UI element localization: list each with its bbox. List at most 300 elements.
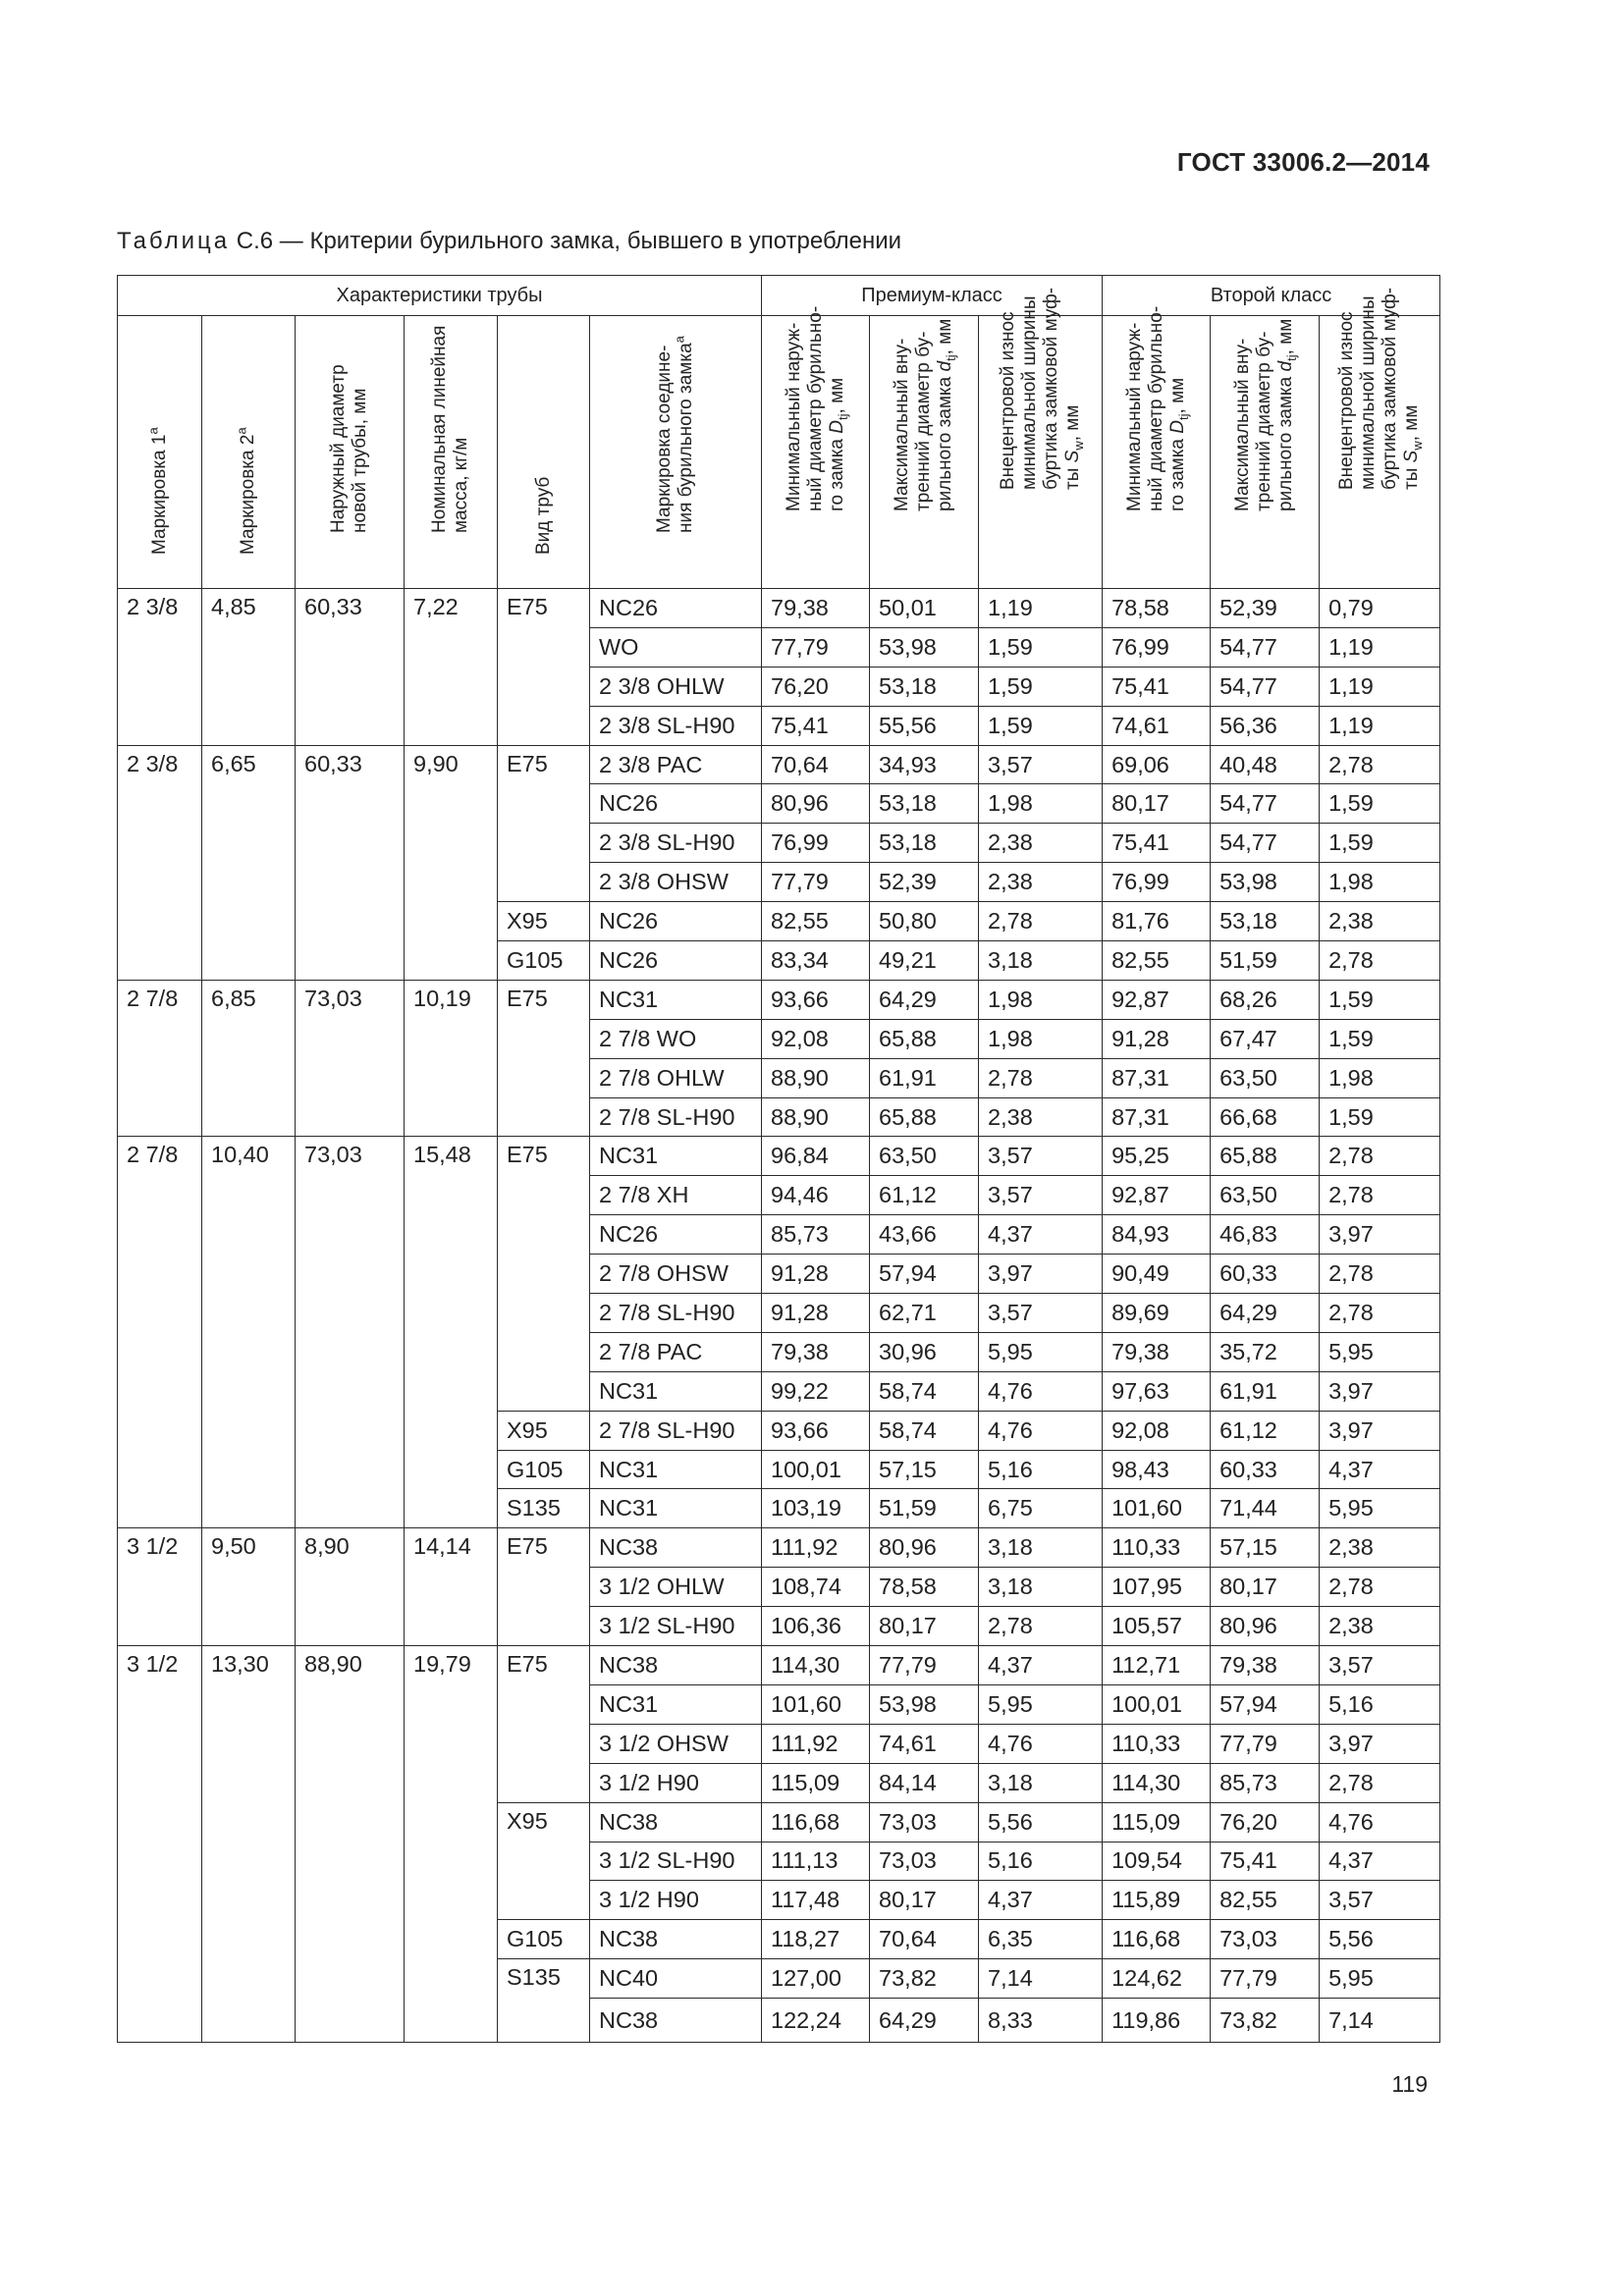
table-cell: 58,74 bbox=[870, 1411, 979, 1450]
table-cell: 1,98 bbox=[979, 980, 1103, 1019]
table-cell: 1,19 bbox=[1320, 627, 1440, 667]
table-cell: 116,68 bbox=[762, 1802, 870, 1842]
table-cell: 60,33 bbox=[1211, 1255, 1320, 1294]
table-cell: 8,90 bbox=[296, 1528, 405, 1646]
table-cell: 111,13 bbox=[762, 1842, 870, 1881]
table-cell: 4,76 bbox=[979, 1411, 1103, 1450]
table-cell: 3,97 bbox=[1320, 1215, 1440, 1255]
table-cell: 75,41 bbox=[762, 706, 870, 745]
table-cell: 100,01 bbox=[762, 1450, 870, 1489]
table-cell: 2 7/8 OHSW bbox=[590, 1255, 762, 1294]
table-cell: 87,31 bbox=[1103, 1058, 1211, 1097]
table-cell: 9,50 bbox=[202, 1528, 296, 1646]
table-cell: 2 7/8 SL-H90 bbox=[590, 1097, 762, 1137]
table-cell: 46,83 bbox=[1211, 1215, 1320, 1255]
table-cell: 3 1/2 H90 bbox=[590, 1763, 762, 1802]
table-cell: E75 bbox=[498, 745, 590, 902]
group-premium-class: Премиум-класс bbox=[762, 276, 1103, 316]
table-cell: 13,30 bbox=[202, 1646, 296, 2043]
table-cell: 2,78 bbox=[1320, 1763, 1440, 1802]
table-cell: 94,46 bbox=[762, 1176, 870, 1215]
table-cell: 96,84 bbox=[762, 1137, 870, 1176]
table-row bbox=[118, 1137, 1440, 1176]
table-cell: 70,64 bbox=[762, 745, 870, 784]
table-cell: 82,55 bbox=[1103, 941, 1211, 981]
table-cell: 2 3/8 OHLW bbox=[590, 667, 762, 706]
table-cell: 87,31 bbox=[1103, 1097, 1211, 1137]
table-cell: 57,94 bbox=[1211, 1684, 1320, 1724]
table-cell: 50,80 bbox=[870, 902, 979, 941]
table-cell: NC38 bbox=[590, 1646, 762, 1685]
table-cell: 4,37 bbox=[1320, 1450, 1440, 1489]
table-cell: 124,62 bbox=[1103, 1959, 1211, 1999]
table-cell: 10,40 bbox=[202, 1137, 296, 1528]
table-cell: 2 3/8 OHSW bbox=[590, 863, 762, 902]
table-cell: 63,50 bbox=[1211, 1058, 1320, 1097]
table-cell: 101,60 bbox=[1103, 1489, 1211, 1528]
table-body bbox=[118, 589, 1440, 2043]
table-cell: 63,50 bbox=[1211, 1176, 1320, 1215]
table-cell: 75,41 bbox=[1103, 667, 1211, 706]
table-cell: 62,71 bbox=[870, 1294, 979, 1333]
table-cell: NC26 bbox=[590, 589, 762, 628]
table-cell: 3,57 bbox=[979, 1137, 1103, 1176]
table-cell: 2 3/8 bbox=[118, 745, 202, 980]
table-cell: NC26 bbox=[590, 1215, 762, 1255]
table-cell: 3,97 bbox=[1320, 1371, 1440, 1411]
table-cell: NC38 bbox=[590, 1920, 762, 1959]
table-cell: 63,50 bbox=[870, 1137, 979, 1176]
table-cell: 110,33 bbox=[1103, 1724, 1211, 1763]
criteria-table bbox=[117, 275, 1440, 2043]
table-cell: 107,95 bbox=[1103, 1568, 1211, 1607]
table-cell: S135 bbox=[498, 1959, 590, 2043]
table-cell: 85,73 bbox=[1211, 1763, 1320, 1802]
table-cell: 73,82 bbox=[1211, 1999, 1320, 2043]
table-cell: 76,99 bbox=[762, 824, 870, 863]
table-cell: 67,47 bbox=[1211, 1019, 1320, 1058]
table-cell: 68,26 bbox=[1211, 980, 1320, 1019]
table-cell: 4,76 bbox=[979, 1724, 1103, 1763]
table-cell: S135 bbox=[498, 1489, 590, 1528]
table-cell: X95 bbox=[498, 1802, 590, 1920]
table-cell: 55,56 bbox=[870, 706, 979, 745]
table-cell: 51,59 bbox=[870, 1489, 979, 1528]
table-cell: 1,59 bbox=[979, 706, 1103, 745]
table-cell: 1,59 bbox=[1320, 824, 1440, 863]
table-cell: 3,18 bbox=[979, 1528, 1103, 1568]
table-cell: 65,88 bbox=[870, 1019, 979, 1058]
table-row bbox=[118, 1646, 1440, 1685]
table-cell: 69,06 bbox=[1103, 745, 1211, 784]
table-cell: 57,94 bbox=[870, 1255, 979, 1294]
table-cell: 110,33 bbox=[1103, 1528, 1211, 1568]
table-cell: 53,98 bbox=[870, 627, 979, 667]
table-cell: 2 7/8 bbox=[118, 980, 202, 1137]
table-cell: 80,96 bbox=[870, 1528, 979, 1568]
table-cell: 101,60 bbox=[762, 1684, 870, 1724]
table-cell: 2,78 bbox=[979, 1058, 1103, 1097]
table-cell: 2 7/8 PAC bbox=[590, 1332, 762, 1371]
table-cell: 2 3/8 SL-H90 bbox=[590, 706, 762, 745]
table-cell: 2 3/8 PAC bbox=[590, 745, 762, 784]
table-cell: 60,33 bbox=[296, 745, 405, 980]
table-cell: 5,16 bbox=[979, 1450, 1103, 1489]
table-cell: 91,28 bbox=[1103, 1019, 1211, 1058]
col-second-min-outer-diameter: Минимальный наруж- ный диаметр бурильно- го замка $D_{tj}$, мм bbox=[1103, 316, 1211, 589]
table-cell: 3 1/2 OHLW bbox=[590, 1568, 762, 1607]
table-cell: 3,57 bbox=[979, 745, 1103, 784]
table-cell: 4,37 bbox=[1320, 1842, 1440, 1881]
table-cell: 73,03 bbox=[296, 1137, 405, 1528]
table-cell: 92,87 bbox=[1103, 980, 1211, 1019]
table-cell: 1,98 bbox=[1320, 863, 1440, 902]
table-cell: 54,77 bbox=[1211, 667, 1320, 706]
table-cell: 7,14 bbox=[1320, 1999, 1440, 2043]
table-cell: 2 7/8 SL-H90 bbox=[590, 1411, 762, 1450]
table-cell: 3 1/2 bbox=[118, 1528, 202, 1646]
table-cell: 2,78 bbox=[1320, 1255, 1440, 1294]
table-cell: 6,85 bbox=[202, 980, 296, 1137]
col-linear-mass: Номинальная линейная масса, кг/м bbox=[405, 316, 498, 589]
table-cell: 5,16 bbox=[979, 1842, 1103, 1881]
table-cell: 88,90 bbox=[762, 1097, 870, 1137]
table-cell: 50,01 bbox=[870, 589, 979, 628]
table-cell: 54,77 bbox=[1211, 627, 1320, 667]
table-cell: 1,19 bbox=[1320, 706, 1440, 745]
table-cell: 73,03 bbox=[296, 980, 405, 1137]
table-cell: 2,78 bbox=[1320, 1137, 1440, 1176]
table-cell: 109,54 bbox=[1103, 1842, 1211, 1881]
table-cell: 49,21 bbox=[870, 941, 979, 981]
table-cell: E75 bbox=[498, 1646, 590, 1803]
table-cell: G105 bbox=[498, 1920, 590, 1959]
table-cell: 2,78 bbox=[1320, 745, 1440, 784]
table-cell: 5,95 bbox=[1320, 1332, 1440, 1371]
table-cell: 54,77 bbox=[1211, 784, 1320, 824]
table-cell: 73,03 bbox=[1211, 1920, 1320, 1959]
table-cell: 1,59 bbox=[1320, 1019, 1440, 1058]
table-cell: 115,89 bbox=[1103, 1881, 1211, 1920]
col-second-eccentric-wear: Внецентровой износ минимальной ширины буртика замковой муф- ты $S_w$, мм bbox=[1320, 316, 1440, 589]
table-cell: 2 7/8 bbox=[118, 1137, 202, 1528]
table-cell: 1,19 bbox=[1320, 667, 1440, 706]
table-cell: 91,28 bbox=[762, 1255, 870, 1294]
table-cell: 2,38 bbox=[979, 863, 1103, 902]
table-cell: 60,33 bbox=[1211, 1450, 1320, 1489]
table-cell: NC31 bbox=[590, 980, 762, 1019]
table-cell: 6,35 bbox=[979, 1920, 1103, 1959]
table-cell: 3,97 bbox=[979, 1255, 1103, 1294]
group-header-row bbox=[118, 276, 1440, 316]
table-cell: 76,20 bbox=[762, 667, 870, 706]
table-cell: 3 1/2 OHSW bbox=[590, 1724, 762, 1763]
table-cell: 53,18 bbox=[870, 784, 979, 824]
table-cell: 56,36 bbox=[1211, 706, 1320, 745]
table-cell: 5,95 bbox=[979, 1332, 1103, 1371]
table-row bbox=[118, 980, 1440, 1019]
table-cell: 2,78 bbox=[1320, 1294, 1440, 1333]
table-cell: 1,98 bbox=[979, 784, 1103, 824]
table-cell: G105 bbox=[498, 941, 590, 981]
table-cell: 2 7/8 SL-H90 bbox=[590, 1294, 762, 1333]
table-cell: 2,78 bbox=[979, 1607, 1103, 1646]
table-cell: 99,22 bbox=[762, 1371, 870, 1411]
table-cell: 74,61 bbox=[870, 1724, 979, 1763]
table-cell: 89,69 bbox=[1103, 1294, 1211, 1333]
table-cell: 77,79 bbox=[870, 1646, 979, 1685]
table-cell: 4,37 bbox=[979, 1215, 1103, 1255]
col-pipe-type: Вид труб bbox=[498, 316, 590, 589]
col-premium-min-outer-diameter: Минимальный наруж- ный диаметр бурильно- го замка $D_{tj}$, мм bbox=[762, 316, 870, 589]
table-cell: 111,92 bbox=[762, 1724, 870, 1763]
table-cell: 5,95 bbox=[1320, 1489, 1440, 1528]
table-cell: 61,12 bbox=[870, 1176, 979, 1215]
table-cell: 1,59 bbox=[979, 627, 1103, 667]
table-cell: NC40 bbox=[590, 1959, 762, 1999]
table-cell: 43,66 bbox=[870, 1215, 979, 1255]
table-cell: 88,90 bbox=[296, 1646, 405, 2043]
table-cell: 105,57 bbox=[1103, 1607, 1211, 1646]
table-cell: 34,93 bbox=[870, 745, 979, 784]
table-cell: 1,59 bbox=[1320, 1097, 1440, 1137]
table-cell: 3 1/2 SL-H90 bbox=[590, 1607, 762, 1646]
table-cell: 122,24 bbox=[762, 1999, 870, 2043]
table-cell: 65,88 bbox=[1211, 1137, 1320, 1176]
table-cell: 76,99 bbox=[1103, 863, 1211, 902]
table-cell: NC38 bbox=[590, 1999, 762, 2043]
table-cell: 52,39 bbox=[870, 863, 979, 902]
col-marking-1: Маркировка 1$^a$ bbox=[118, 316, 202, 589]
table-cell: 79,38 bbox=[762, 589, 870, 628]
table-cell: 80,17 bbox=[1103, 784, 1211, 824]
table-cell: 64,29 bbox=[870, 1999, 979, 2043]
table-cell: 92,87 bbox=[1103, 1176, 1211, 1215]
table-cell: NC26 bbox=[590, 902, 762, 941]
table-cell: 85,73 bbox=[762, 1215, 870, 1255]
table-cell: 127,00 bbox=[762, 1959, 870, 1999]
table-cell: 78,58 bbox=[870, 1568, 979, 1607]
table-cell: 2,78 bbox=[1320, 1176, 1440, 1215]
col-premium-max-inner-diameter: Максимальный вну- тренний диаметр бу- рильного замка $d_{tj}$, мм bbox=[870, 316, 979, 589]
table-cell: 1,59 bbox=[1320, 980, 1440, 1019]
table-row bbox=[118, 745, 1440, 784]
table-cell: 2,38 bbox=[979, 1097, 1103, 1137]
table-cell: 4,85 bbox=[202, 589, 296, 746]
table-cell: 5,56 bbox=[979, 1802, 1103, 1842]
table-cell: 3 1/2 H90 bbox=[590, 1881, 762, 1920]
page-number: 119 bbox=[1391, 2071, 1428, 2097]
table-cell: NC31 bbox=[590, 1489, 762, 1528]
caption-prefix: Таблица bbox=[117, 228, 231, 254]
table-cell: 53,18 bbox=[870, 667, 979, 706]
table-cell: NC31 bbox=[590, 1137, 762, 1176]
table-cell: 5,16 bbox=[1320, 1684, 1440, 1724]
table-cell: 4,37 bbox=[979, 1646, 1103, 1685]
table-cell: 92,08 bbox=[1103, 1411, 1211, 1450]
table-cell: 80,17 bbox=[870, 1607, 979, 1646]
table-cell: 53,98 bbox=[1211, 863, 1320, 902]
col-connection-marking: Маркировка соедине- ния бурильного замка$^a$ bbox=[590, 316, 762, 589]
table-cell: NC31 bbox=[590, 1450, 762, 1489]
table-cell: 5,95 bbox=[1320, 1959, 1440, 1999]
table-cell: 3,57 bbox=[979, 1294, 1103, 1333]
table-cell: 98,43 bbox=[1103, 1450, 1211, 1489]
table-cell: NC38 bbox=[590, 1528, 762, 1568]
table-cell: 30,96 bbox=[870, 1332, 979, 1371]
table-cell: WO bbox=[590, 627, 762, 667]
table-cell: G105 bbox=[498, 1450, 590, 1489]
column-header-row bbox=[118, 316, 1440, 589]
document-id: ГОСТ 33006.2—2014 bbox=[1176, 147, 1430, 177]
table-cell: 3,57 bbox=[979, 1176, 1103, 1215]
table-cell: 1,59 bbox=[979, 667, 1103, 706]
table-cell: 114,30 bbox=[762, 1646, 870, 1685]
table-cell: 103,19 bbox=[762, 1489, 870, 1528]
table-cell: X95 bbox=[498, 902, 590, 941]
table-cell: 66,68 bbox=[1211, 1097, 1320, 1137]
table-cell: 3,97 bbox=[1320, 1724, 1440, 1763]
table-cell: 71,44 bbox=[1211, 1489, 1320, 1528]
table-cell: 78,58 bbox=[1103, 589, 1211, 628]
table-cell: 61,91 bbox=[870, 1058, 979, 1097]
table-cell: 83,34 bbox=[762, 941, 870, 981]
table-cell: 111,92 bbox=[762, 1528, 870, 1568]
table-cell: 2,38 bbox=[1320, 902, 1440, 941]
table-cell: 106,36 bbox=[762, 1607, 870, 1646]
table-cell: 0,79 bbox=[1320, 589, 1440, 628]
table-cell: 77,79 bbox=[762, 627, 870, 667]
table-cell: X95 bbox=[498, 1411, 590, 1450]
table-cell: 2,38 bbox=[1320, 1607, 1440, 1646]
table-cell: NC26 bbox=[590, 941, 762, 981]
table-caption bbox=[117, 228, 901, 255]
table-cell: 79,38 bbox=[762, 1332, 870, 1371]
table-cell: 2 7/8 WO bbox=[590, 1019, 762, 1058]
table-cell: 79,38 bbox=[1211, 1646, 1320, 1685]
table-cell: 75,41 bbox=[1103, 824, 1211, 863]
table-cell: 80,17 bbox=[1211, 1568, 1320, 1607]
table-cell: 3,57 bbox=[1320, 1646, 1440, 1685]
table-cell: NC38 bbox=[590, 1802, 762, 1842]
col-premium-eccentric-wear: Внецентровой износ минимальной ширины буртика замковой муф- ты $S_w$, мм bbox=[979, 316, 1103, 589]
table-cell: 3,18 bbox=[979, 1568, 1103, 1607]
col-marking-2: Маркировка 2$^a$ bbox=[202, 316, 296, 589]
table-cell: 73,03 bbox=[870, 1802, 979, 1842]
table-cell: 3 1/2 bbox=[118, 1646, 202, 2043]
table-cell: 73,03 bbox=[870, 1842, 979, 1881]
col-outer-diameter: Наружный диаметр новой трубы, мм bbox=[296, 316, 405, 589]
table-cell: 57,15 bbox=[870, 1450, 979, 1489]
table-cell: 97,63 bbox=[1103, 1371, 1211, 1411]
table-cell: 3,18 bbox=[979, 941, 1103, 981]
table-cell: 2,38 bbox=[979, 824, 1103, 863]
table-cell: NC31 bbox=[590, 1684, 762, 1724]
table-cell: 2,78 bbox=[979, 902, 1103, 941]
table-cell: 3,97 bbox=[1320, 1411, 1440, 1450]
table-cell: 6,65 bbox=[202, 745, 296, 980]
table-cell: 7,14 bbox=[979, 1959, 1103, 1999]
table-cell: 70,64 bbox=[870, 1920, 979, 1959]
table-cell: 77,79 bbox=[1211, 1959, 1320, 1999]
table-cell: 95,25 bbox=[1103, 1137, 1211, 1176]
table-cell: 3 1/2 SL-H90 bbox=[590, 1842, 762, 1881]
table-cell: 1,98 bbox=[1320, 1058, 1440, 1097]
table-cell: 1,19 bbox=[979, 589, 1103, 628]
table-cell: 84,93 bbox=[1103, 1215, 1211, 1255]
table-cell: E75 bbox=[498, 589, 590, 746]
table-cell: 80,96 bbox=[1211, 1607, 1320, 1646]
table-cell: E75 bbox=[498, 1137, 590, 1411]
table-cell: 114,30 bbox=[1103, 1763, 1211, 1802]
table-cell: 80,96 bbox=[762, 784, 870, 824]
table-cell: 65,88 bbox=[870, 1097, 979, 1137]
table-cell: 64,29 bbox=[1211, 1294, 1320, 1333]
table-cell: 2 3/8 bbox=[118, 589, 202, 746]
table-cell: 2,78 bbox=[1320, 941, 1440, 981]
table-cell: 1,98 bbox=[979, 1019, 1103, 1058]
table-cell: 58,74 bbox=[870, 1371, 979, 1411]
table-row bbox=[118, 589, 1440, 628]
table-cell: 90,49 bbox=[1103, 1255, 1211, 1294]
table-cell: 61,91 bbox=[1211, 1371, 1320, 1411]
table-cell: NC31 bbox=[590, 1371, 762, 1411]
table-cell: E75 bbox=[498, 1528, 590, 1646]
table-cell: 2 7/8 XH bbox=[590, 1176, 762, 1215]
table-cell: 117,48 bbox=[762, 1881, 870, 1920]
table-cell: 3,18 bbox=[979, 1763, 1103, 1802]
table-cell: 10,19 bbox=[405, 980, 498, 1137]
table-cell: 73,82 bbox=[870, 1959, 979, 1999]
table-cell: 74,61 bbox=[1103, 706, 1211, 745]
group-second-class: Второй класс bbox=[1103, 276, 1440, 316]
table-cell: 5,56 bbox=[1320, 1920, 1440, 1959]
table-cell: 77,79 bbox=[1211, 1724, 1320, 1763]
table-cell: 76,99 bbox=[1103, 627, 1211, 667]
table-cell: 40,48 bbox=[1211, 745, 1320, 784]
table-cell: 115,09 bbox=[762, 1763, 870, 1802]
table-cell: 76,20 bbox=[1211, 1802, 1320, 1842]
table-cell: 79,38 bbox=[1103, 1332, 1211, 1371]
table-cell: 9,90 bbox=[405, 745, 498, 980]
table-cell: 118,27 bbox=[762, 1920, 870, 1959]
group-pipe-characteristics: Характеристики трубы bbox=[118, 276, 762, 316]
table-cell: 92,08 bbox=[762, 1019, 870, 1058]
table-cell: 116,68 bbox=[1103, 1920, 1211, 1959]
table-cell: 3,57 bbox=[1320, 1881, 1440, 1920]
table-cell: 14,14 bbox=[405, 1528, 498, 1646]
table-cell: 52,39 bbox=[1211, 589, 1320, 628]
table-cell: 8,33 bbox=[979, 1999, 1103, 2043]
table-cell: 6,75 bbox=[979, 1489, 1103, 1528]
table-cell: 77,79 bbox=[762, 863, 870, 902]
table-cell: 2,38 bbox=[1320, 1528, 1440, 1568]
table-cell: 4,37 bbox=[979, 1881, 1103, 1920]
table-cell: 64,29 bbox=[870, 980, 979, 1019]
table-cell: 84,14 bbox=[870, 1763, 979, 1802]
table-cell: 93,66 bbox=[762, 980, 870, 1019]
table-cell: 1,59 bbox=[1320, 784, 1440, 824]
table-cell: E75 bbox=[498, 980, 590, 1137]
caption-text: С.6 — Критерии бурильного замка, бывшего в употреблении bbox=[230, 228, 902, 254]
table-cell: 19,79 bbox=[405, 1646, 498, 2043]
table-cell: 53,18 bbox=[870, 824, 979, 863]
table-cell: 4,76 bbox=[1320, 1802, 1440, 1842]
table-cell: 82,55 bbox=[762, 902, 870, 941]
table-row bbox=[118, 1528, 1440, 1568]
col-second-max-inner-diameter: Максимальный вну- тренний диаметр бу- рильного замка $d_{tj}$, мм bbox=[1211, 316, 1320, 589]
table-cell: 82,55 bbox=[1211, 1881, 1320, 1920]
